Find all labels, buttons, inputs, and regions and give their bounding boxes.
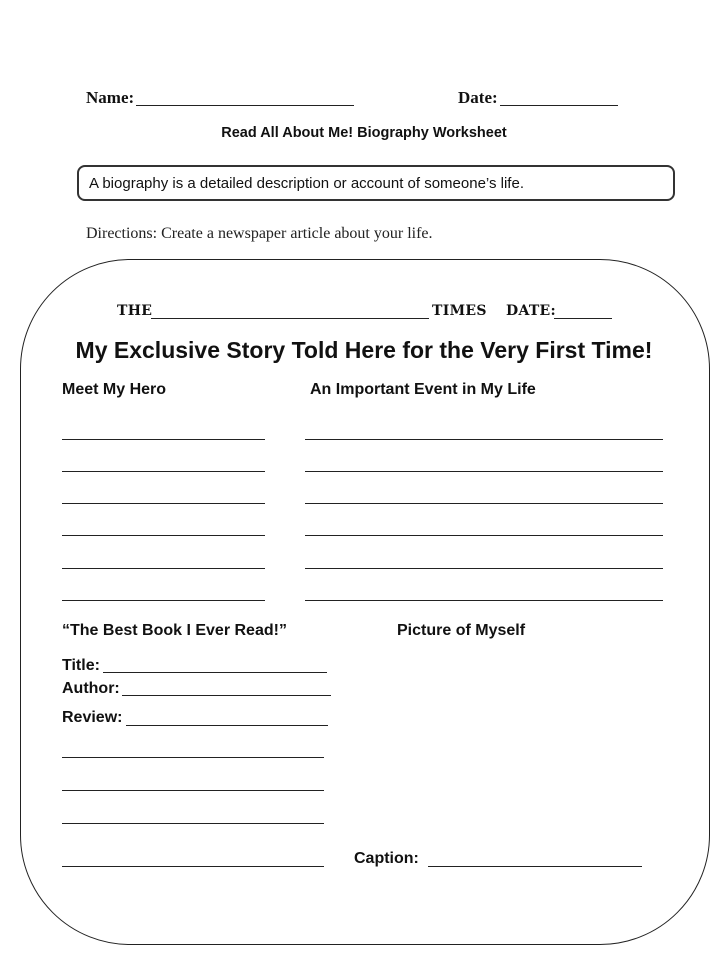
- masthead-date-field[interactable]: [554, 318, 612, 319]
- name-label: Name:: [86, 88, 135, 107]
- hero-line[interactable]: [62, 503, 265, 504]
- hero-line[interactable]: [62, 439, 265, 440]
- book-title-field[interactable]: [103, 672, 327, 673]
- book-review-label: Review:: [62, 709, 123, 726]
- review-line[interactable]: [62, 823, 324, 824]
- event-section-label: An Important Event in My Life: [310, 381, 536, 398]
- definition-text: A biography is a detailed description or account of someone’s life.: [89, 175, 524, 192]
- event-line[interactable]: [305, 471, 663, 472]
- book-section-label: “The Best Book I Ever Read!”: [62, 622, 287, 639]
- picture-area[interactable]: [345, 645, 665, 840]
- event-line[interactable]: [305, 439, 663, 440]
- event-line[interactable]: [305, 535, 663, 536]
- name-field[interactable]: [136, 105, 354, 106]
- masthead-the: THE: [117, 303, 153, 319]
- masthead-date: DATE:: [506, 303, 556, 319]
- book-author-field[interactable]: [122, 695, 331, 696]
- review-line[interactable]: [62, 866, 324, 867]
- headline: My Exclusive Story Told Here for the Very First Time!: [75, 337, 653, 363]
- event-line[interactable]: [305, 600, 663, 601]
- book-review-field[interactable]: [126, 725, 328, 726]
- picture-section-label: Picture of Myself: [397, 622, 526, 639]
- hero-line[interactable]: [62, 600, 265, 601]
- definition-box: [77, 165, 675, 201]
- book-title-label: Title:: [62, 657, 100, 674]
- date-label: Date:: [458, 88, 498, 107]
- date-field[interactable]: [500, 105, 618, 106]
- event-line[interactable]: [305, 503, 663, 504]
- review-line[interactable]: [62, 790, 324, 791]
- hero-line[interactable]: [62, 535, 265, 536]
- event-line[interactable]: [305, 568, 663, 569]
- masthead-times: TIMES: [432, 303, 487, 319]
- worksheet-title: Read All About Me! Biography Worksheet: [221, 125, 507, 141]
- review-line[interactable]: [62, 757, 324, 758]
- hero-section-label: Meet My Hero: [62, 381, 167, 398]
- hero-line[interactable]: [62, 471, 265, 472]
- newspaper-name-field[interactable]: [151, 318, 429, 319]
- hero-line[interactable]: [62, 568, 265, 569]
- caption-label: Caption:: [354, 850, 419, 867]
- book-author-label: Author:: [62, 680, 120, 697]
- caption-field[interactable]: [428, 866, 642, 867]
- directions-text: Directions: Create a newspaper article about your life.: [86, 225, 433, 242]
